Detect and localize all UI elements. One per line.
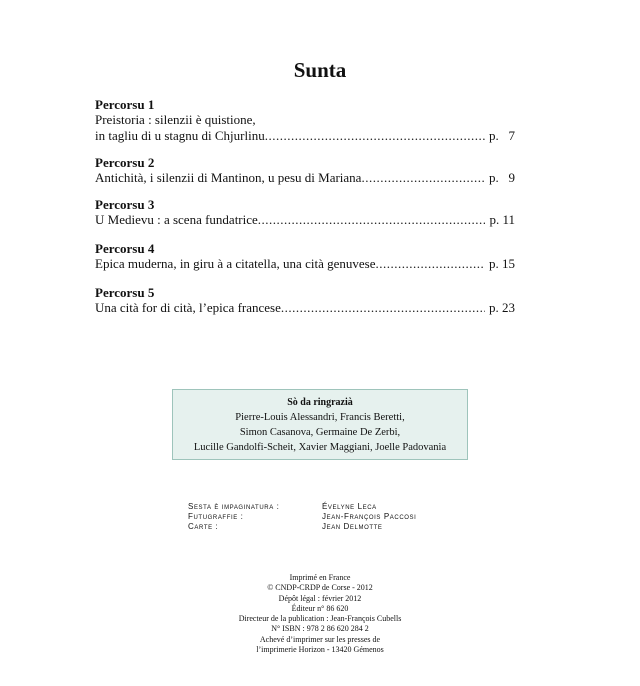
credit-row	[188, 512, 416, 522]
dot-leader	[281, 300, 485, 316]
imprint-line: © CNDP-CRDP de Corse - 2012	[267, 583, 373, 593]
credit-name: Jean Delmotte	[322, 522, 383, 531]
credit-row	[188, 502, 416, 512]
toc-section-heading: Percorsu 5	[95, 285, 155, 300]
toc-section-heading: Percorsu 3	[95, 197, 155, 212]
dot-leader	[361, 170, 485, 186]
toc-page-number: p. 11	[489, 212, 515, 227]
imprint-block	[0, 573, 640, 655]
toc-page-number: p. 9	[489, 170, 515, 185]
toc-section-5	[95, 285, 515, 316]
imprint-line: Éditeur n° 86 620	[291, 603, 349, 613]
acknowledgements-title: Sò da ringrazià	[287, 397, 353, 408]
credit-name: Jean-François Paccosi	[322, 512, 417, 521]
toc-entry-line	[95, 300, 515, 316]
toc-section-heading: Percorsu 1	[95, 97, 155, 112]
toc-section-3	[95, 197, 515, 228]
dot-leader	[258, 212, 486, 228]
toc-entry-text: Antichità, i silenzii di Mantinon, u pesu di Mariana	[95, 170, 362, 185]
acknowledgements-line: Pierre-Louis Alessandri, Francis Beretti,	[235, 412, 405, 423]
toc-entry-line	[95, 212, 515, 228]
toc-entry-line	[95, 256, 515, 272]
imprint-line: l’imprimerie Horizon - 13420 Gémenos	[256, 645, 384, 655]
dot-leader	[375, 256, 485, 272]
toc-section-4	[95, 241, 515, 272]
toc-entry-line	[95, 128, 515, 144]
toc-section-1	[95, 97, 515, 143]
toc-entry-text: in tagliu di u stagnu di Chjurlinu	[95, 127, 265, 143]
imprint-line: Dépôt légal : février 2012	[278, 593, 362, 603]
credit-role: Futugraffie :	[188, 512, 244, 521]
toc-entry-line	[95, 112, 515, 128]
acknowledgements-box	[172, 389, 468, 460]
acknowledgements-line: Simon Casanova, Germaine De Zerbi,	[239, 427, 401, 438]
credit-role: Sesta è impaginatura :	[188, 502, 280, 511]
imprint-line: N° ISBN : 978 2 86 620 284 2	[271, 624, 369, 634]
toc-section-heading: Percorsu 2	[95, 155, 155, 170]
toc-section-heading: Percorsu 4	[95, 241, 155, 256]
imprint-line: Directeur de la publication : Jean-François Cubells	[238, 614, 402, 624]
toc-entry-text: Preistoria : silenzii è quistione,	[95, 112, 256, 127]
dot-leader	[265, 128, 485, 144]
toc-section-2	[95, 155, 515, 186]
credit-role: Carte :	[188, 522, 219, 531]
toc-entry-text: Epica muderna, in giru à a citatella, una cità genuvese	[95, 256, 376, 271]
acknowledgements-line: Lucille Gandolfi-Scheit, Xavier Maggiani, Joelle Padovania	[193, 442, 447, 453]
credit-row	[188, 522, 416, 532]
page-title: Sunta	[293, 58, 347, 82]
toc-page-number: p. 7	[489, 127, 515, 143]
toc-page-number: p. 15	[489, 256, 515, 271]
imprint-line: Imprimé en France	[289, 573, 351, 582]
toc-entry-text: Una cità for di cità, l’epica francese	[95, 300, 281, 315]
credit-name: Évelyne Leca	[322, 502, 377, 511]
imprint-line: Achevé d’imprimer sur les presses de	[259, 634, 381, 644]
toc-entry-line	[95, 170, 515, 186]
credits-block	[188, 502, 416, 532]
toc-entry-text: U Medievu : a scena fundatrice	[95, 212, 258, 227]
toc-page-number: p. 23	[489, 300, 515, 315]
